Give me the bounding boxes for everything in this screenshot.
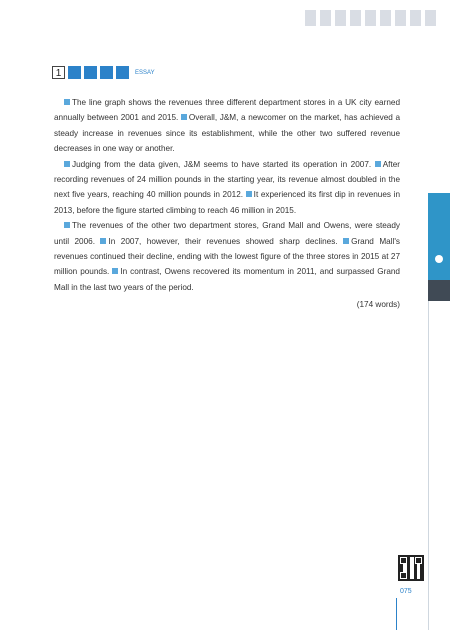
- header-square: [350, 10, 361, 26]
- section-number: 1: [52, 66, 65, 79]
- header-square: [335, 10, 346, 26]
- header-square: [320, 10, 331, 26]
- sentence: It experienced its first dip in revenues in 2013, before the figure started climbing to reach 46 million in 2015.: [54, 190, 400, 215]
- side-tab-dark: [428, 280, 450, 301]
- header-square: [365, 10, 376, 26]
- circle-icon: [435, 255, 443, 263]
- bullet-square-icon: [375, 161, 381, 167]
- bullet-square-icon: [64, 161, 70, 167]
- sentence: In 2007, however, their revenues showed sharp declines.: [108, 236, 338, 246]
- sentence: The line graph shows the revenues three different department stores in a UK city earned annually between 2001 and 2015.: [54, 98, 400, 123]
- paragraph-3: [54, 218, 400, 295]
- essay-body: [54, 95, 400, 313]
- header-square: [380, 10, 391, 26]
- paragraph-2: [54, 157, 400, 219]
- bullet-square-icon: [64, 99, 70, 105]
- section-marker: [52, 66, 155, 79]
- qr-finder: [400, 572, 407, 579]
- sentence: After recording revenues of 24 million pounds in the starting year, its revenue almost doubled in the next five years, reaching 40 million pounds in 2012.: [54, 159, 400, 200]
- section-label-box: [100, 66, 113, 79]
- page-number-line: [396, 598, 397, 630]
- header-decoration: [305, 10, 436, 26]
- qr-code-icon[interactable]: [398, 555, 424, 581]
- qr-finder: [415, 557, 422, 564]
- bullet-square-icon: [64, 222, 70, 228]
- qr-finder: [400, 557, 407, 564]
- header-square: [425, 10, 436, 26]
- sentence: Judging from the data given, J&M seems to have started its operation in 2007.: [72, 159, 372, 169]
- paragraph-1: [54, 95, 400, 157]
- word-count: (174 words): [356, 300, 400, 310]
- sentence: Overall, J&M, a newcomer on the market, has achieved a steady increase in revenues since its establishment, while the other two suffered revenue decreases in one way or another.: [54, 113, 400, 154]
- section-label-box: [68, 66, 81, 79]
- margin-divider: [428, 301, 429, 630]
- bullet-square-icon: [343, 238, 349, 244]
- header-square: [305, 10, 316, 26]
- section-label-box: [116, 66, 129, 79]
- sentence: In contrast, Owens recovered its momentum in 2011, and surpassed Grand Mall in the last two years of the period.: [54, 267, 400, 292]
- section-tag: ESSAY: [135, 69, 155, 76]
- page-number: 075: [400, 588, 412, 595]
- bullet-square-icon: [112, 268, 118, 274]
- bullet-square-icon: [181, 114, 187, 120]
- bullet-square-icon: [246, 191, 252, 197]
- header-square: [395, 10, 406, 26]
- section-label-box: [84, 66, 97, 79]
- header-square: [410, 10, 421, 26]
- sentence: Grand Mall's revenues continued their decline, ending with the lowest figure of the three stores in 2015 at 27 million pounds.: [54, 236, 400, 277]
- bullet-square-icon: [100, 238, 106, 244]
- sentence: The revenues of the other two department stores, Grand Mall and Owens, were steady until 2006.: [54, 221, 400, 246]
